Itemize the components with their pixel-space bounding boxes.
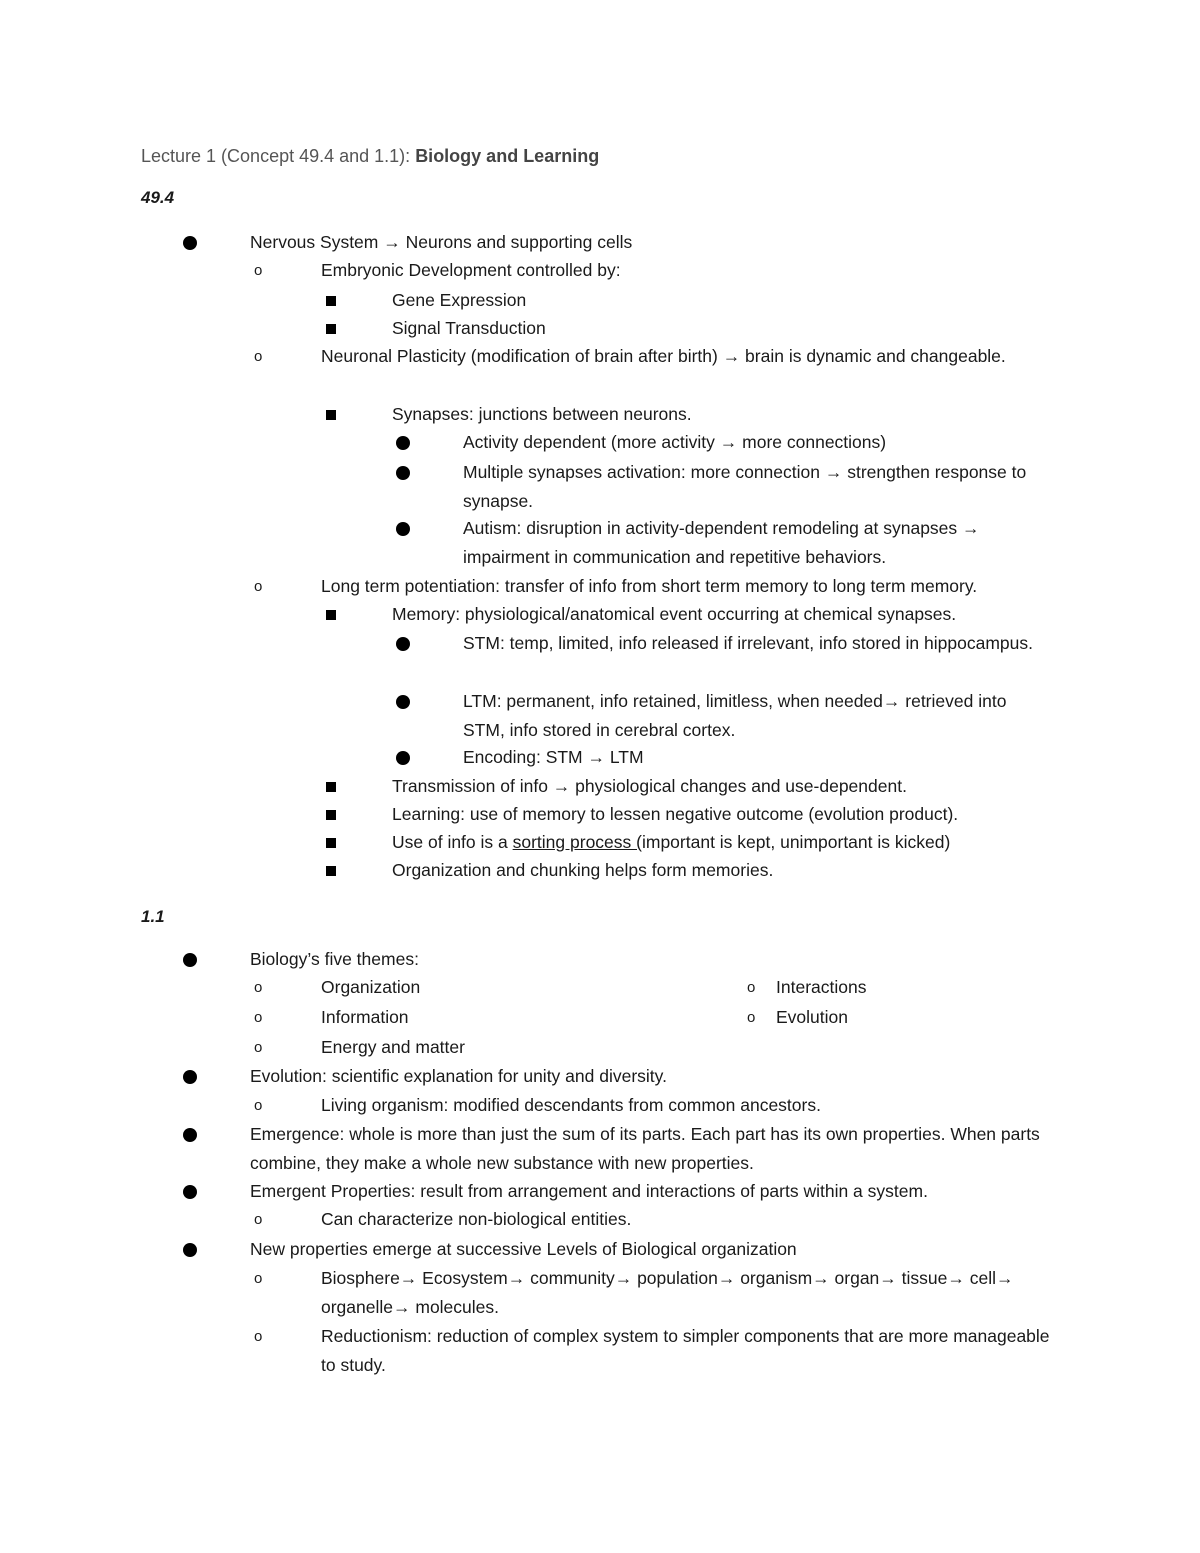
hollow-circle-bullet-icon: [250, 572, 280, 601]
list-item-text: Nervous System → Neurons and supporting cells: [250, 232, 633, 252]
list-item: [250, 256, 1050, 285]
list-item: [179, 1062, 1079, 1091]
list-item: [250, 572, 1050, 601]
list-item: [392, 629, 1052, 658]
filled-circle-bullet-icon: [179, 1062, 209, 1091]
list-item-text: Emergent Properties: result from arrangement and interactions of parts within a system.: [250, 1181, 928, 1201]
filled-circle-bullet-icon: [179, 1120, 209, 1149]
list-item-text: Encoding: STM → LTM: [463, 747, 644, 767]
hollow-circle-bullet-icon: [250, 1205, 280, 1234]
list-item-text: Interactions: [776, 977, 867, 997]
text-run: Use of info is a: [392, 832, 513, 852]
list-item-text: STM: temp, limited, info released if irrelevant, info stored in hippocampus.: [463, 633, 1033, 653]
list-item: [392, 428, 1052, 457]
filled-circle-bullet-icon: [392, 743, 422, 772]
list-item: [743, 973, 1093, 1002]
list-item-text: Embryonic Development controlled by:: [321, 260, 621, 280]
list-item-text: Living organism: modified descendants from common ancestors.: [321, 1095, 821, 1115]
list-item: [250, 973, 700, 1002]
list-item: [250, 342, 1050, 371]
list-item: [321, 828, 1051, 857]
list-item: [392, 514, 1052, 572]
list-item: [179, 1235, 1079, 1264]
list-item-text: Energy and matter: [321, 1037, 465, 1057]
section-heading-49-4: 49.4: [141, 188, 175, 207]
square-bullet-icon: [321, 286, 351, 315]
square-bullet-icon: [321, 800, 351, 829]
list-item: [321, 286, 1051, 315]
list-item: [743, 1003, 1093, 1032]
list-item-text: Signal Transduction: [392, 318, 546, 338]
hollow-circle-bullet-icon: [743, 1003, 773, 1032]
list-item: [392, 458, 1052, 516]
underlined-text: sorting process (: [512, 832, 642, 852]
list-item: [250, 1264, 1050, 1322]
list-item: [321, 314, 1051, 343]
list-item-text: Evolution: scientific explanation for unity and diversity.: [250, 1066, 667, 1086]
hollow-circle-bullet-icon: [250, 342, 280, 371]
list-item: [321, 772, 1051, 801]
square-bullet-icon: [321, 400, 351, 429]
list-item-text: Memory: physiological/anatomical event occurring at chemical synapses.: [392, 604, 957, 624]
list-item-text: Reductionism: reduction of complex system to simpler components that are more manageable to study.: [321, 1326, 1050, 1375]
square-bullet-icon: [321, 828, 351, 857]
list-item: [250, 1205, 1050, 1234]
list-item-text: Gene Expression: [392, 290, 527, 310]
list-item-text: LTM: permanent, info retained, limitless, when needed→ retrieved into STM, info stored in cerebral cortex.: [463, 691, 1007, 740]
hollow-circle-bullet-icon: [250, 256, 280, 285]
list-item: [250, 1033, 700, 1062]
list-item-text: Neuronal Plasticity (modification of brain after birth) → brain is dynamic and changeable.: [321, 346, 1006, 366]
filled-circle-bullet-icon: [392, 428, 422, 457]
list-item-text: Multiple synapses activation: more connection → strengthen response to synapse.: [463, 462, 1027, 511]
list-item-text: New properties emerge at successive Levels of Biological organization: [250, 1239, 797, 1259]
title-prefix: Lecture 1 (Concept 49.4 and 1.1):: [141, 146, 416, 166]
hollow-circle-bullet-icon: [250, 1091, 280, 1120]
filled-circle-bullet-icon: [179, 1177, 209, 1206]
filled-circle-bullet-icon: [179, 228, 209, 257]
list-item-text: Can characterize non-biological entities.: [321, 1209, 632, 1229]
list-item-text: Long term potentiation: transfer of info from short term memory to long term memory.: [321, 576, 978, 596]
list-item: [392, 687, 1052, 745]
list-item-text: Information: [321, 1007, 409, 1027]
list-item-text: Evolution: [776, 1007, 848, 1027]
square-bullet-icon: [321, 314, 351, 343]
square-bullet-icon: [321, 856, 351, 885]
filled-circle-bullet-icon: [392, 629, 422, 658]
filled-circle-bullet-icon: [179, 1235, 209, 1264]
hollow-circle-bullet-icon: [250, 973, 280, 1002]
list-item-text: Autism: disruption in activity-dependent remodeling at synapses → impairment in communication and repetitive behaviors.: [463, 518, 980, 567]
list-item: [250, 1322, 1050, 1380]
hollow-circle-bullet-icon: [743, 973, 773, 1002]
list-item: [321, 800, 1051, 829]
list-item: [321, 600, 1051, 629]
hollow-circle-bullet-icon: [250, 1264, 280, 1293]
document-title: [141, 144, 599, 168]
list-item: [179, 228, 1079, 257]
hollow-circle-bullet-icon: [250, 1033, 280, 1062]
list-item: [321, 400, 1051, 429]
hollow-circle-bullet-icon: [250, 1003, 280, 1032]
list-item: [250, 1091, 1050, 1120]
square-bullet-icon: [321, 600, 351, 629]
list-item-text: Organization: [321, 977, 421, 997]
list-item-text: Biology’s five themes:: [250, 949, 419, 969]
list-item: [179, 945, 1079, 974]
filled-circle-bullet-icon: [392, 514, 422, 543]
list-item-text: [392, 828, 1051, 857]
hollow-circle-bullet-icon: [250, 1322, 280, 1351]
list-item-text: Emergence: whole is more than just the sum of its parts. Each part has its own properties. When parts combine, they make a whole new substance with new properties.: [250, 1124, 1040, 1173]
square-bullet-icon: [321, 772, 351, 801]
title-topic: Biology and Learning: [415, 146, 600, 166]
list-item: [321, 856, 1051, 885]
list-item: [179, 1120, 1079, 1178]
filled-circle-bullet-icon: [392, 458, 422, 487]
list-item-text: Learning: use of memory to lessen negative outcome (evolution product).: [392, 804, 959, 824]
list-item-text: Activity dependent (more activity → more connections): [463, 432, 887, 452]
text-run: important is kept, unimportant is kicked): [641, 832, 951, 852]
list-item-text: Biosphere→ Ecosystem→ community→ population→ organism→ organ→ tissue→ cell→ organelle→ molecules.: [321, 1268, 1014, 1317]
list-item-text: Organization and chunking helps form memories.: [392, 860, 774, 880]
filled-circle-bullet-icon: [179, 945, 209, 974]
section-heading-1-1: 1.1: [141, 907, 165, 926]
filled-circle-bullet-icon: [392, 687, 422, 716]
list-item-text: Transmission of info → physiological changes and use-dependent.: [392, 776, 907, 796]
list-item-text: Synapses: junctions between neurons.: [392, 404, 692, 424]
list-item: [392, 743, 1052, 772]
list-item: [250, 1003, 700, 1032]
list-item: [179, 1177, 1079, 1206]
